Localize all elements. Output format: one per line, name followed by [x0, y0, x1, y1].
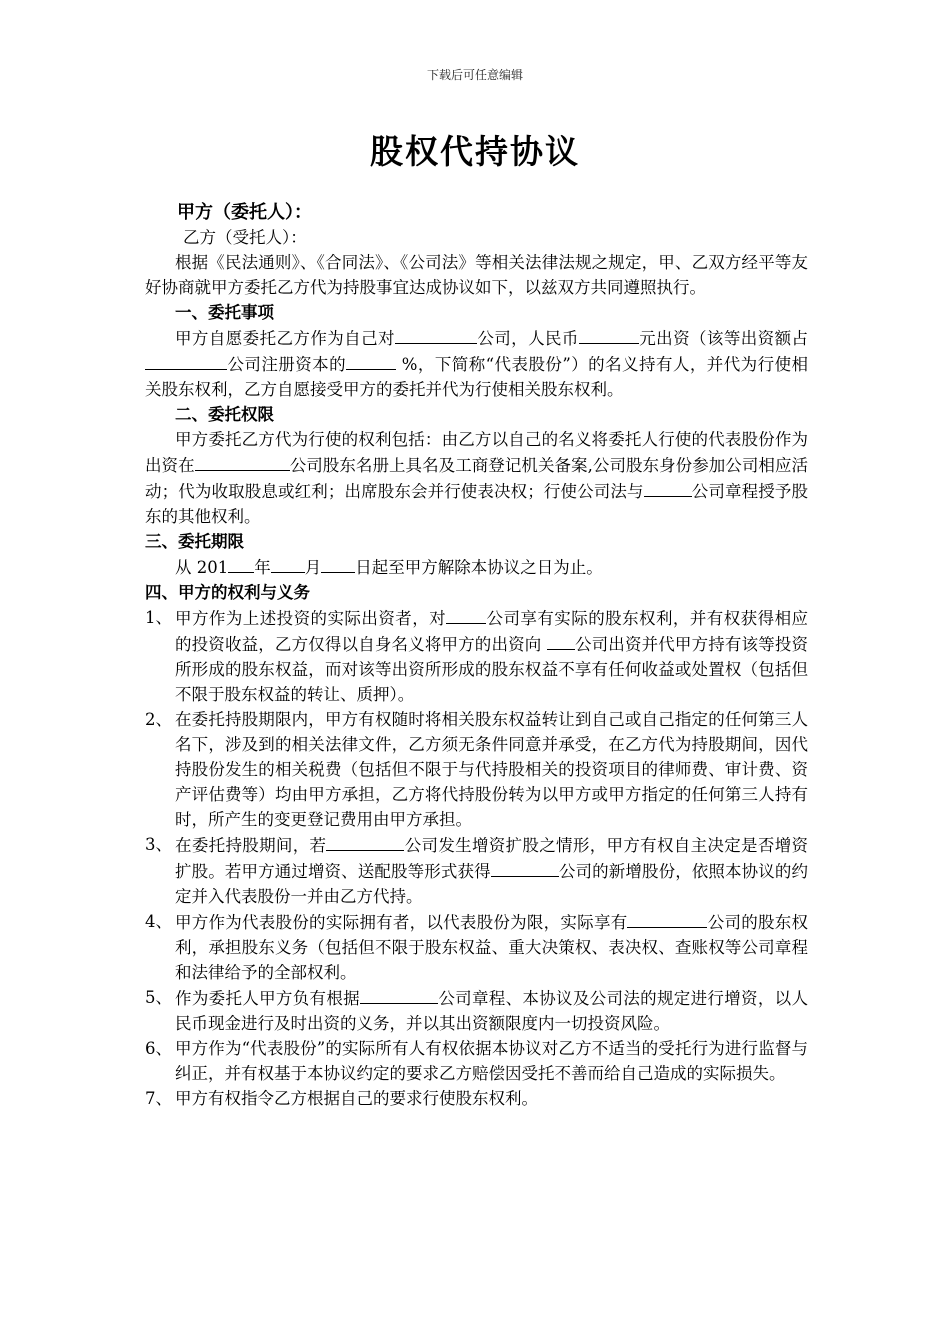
blank-field[interactable] — [395, 325, 477, 344]
blank-field[interactable] — [346, 351, 396, 370]
party-b-label: 乙方（受托人）： — [183, 228, 307, 247]
blank-field[interactable] — [547, 631, 575, 650]
blank-field[interactable] — [491, 858, 559, 877]
blank-field[interactable] — [326, 832, 404, 851]
blank-field[interactable] — [145, 351, 227, 370]
section-2-body: 甲方委托乙方代为行使的权利包括：由乙方以自己的名义将委托人行使的代表股份作为出资在 公司股东名册上具名及工商登记机关备案,公司股东身份参加公司相应活动；代为收取股息或红利；出席股东会并行使表决权；行使公司法与 公司章程授予股东的其他权利。 — [145, 430, 809, 526]
list-item: 3、 在委托持股期间，若 公司发生增资扩股之情形，甲方有权自主决定是否增资扩股。若甲方通过增资、送配股等形式获得 公司的新增股份，依照本协议的约定并入代表股份一并由乙方代持。 — [145, 832, 808, 909]
section-4-heading: 四、甲方的权利与义务 — [145, 583, 310, 602]
section-3-body: 从 201 年 月 日起至甲方解除本协议之日为止。 — [145, 554, 808, 580]
section-3-heading: 三、委托期限 — [145, 532, 244, 551]
list-item: 7、 甲方有权指令乙方根据自己的要求行使股东权利。 — [145, 1089, 538, 1108]
blank-field[interactable] — [360, 985, 438, 1004]
blank-field[interactable] — [579, 325, 639, 344]
section-1-body: 甲方自愿委托乙方作为自己对 公司，人民币 元出资（该等出资额占公司注册资本的 %，下简称“代表股份”）的名义持有人，并代为行使相关股东权利，乙方自愿接受甲方的委托并代为行使相关股东权利。 — [145, 325, 808, 402]
list-item: 2、 在委托持股期限内，甲方有权随时将相关股东权益转让到自己或自己指定的任何第三人名下，涉及到的相关法律文件，乙方须无条件同意并承受，在乙方代为持股期间，因代持股份发生的相关税费（包括但不限于与代持股相关的投资项目的律师费、审计费、资产评估费等）均由甲方承担，乙方将代持股份转为以甲方或甲方指定的任何第三人持有时，所产生的变更登记费用由甲方承担。 — [145, 710, 808, 829]
section-1-heading: 一、委托事项 — [175, 303, 274, 322]
blank-field[interactable] — [644, 478, 692, 497]
blank-field[interactable] — [271, 554, 305, 573]
preamble: 根据《民法通则》、《合同法》、《公司法》等相关法律法规之规定，甲、乙双方经平等友好协商就甲方委托乙方代为持股事宜达成协议如下，以兹双方共同遵照执行。 — [145, 253, 808, 297]
section-2-heading: 二、委托权限 — [175, 405, 274, 424]
blank-field[interactable] — [228, 554, 254, 573]
list-item: 1、 甲方作为上述投资的实际出资者，对 公司享有实际的股东权利，并有权获得相应的投资收益，乙方仅得以自身名义将甲方的出资向 公司出资并代甲方持有该等投资所形成的股东权益，而对该等出资所形成的股东权益不享有任何收益或处置权（包括但不限于股东权益的转让、质押）。 — [145, 605, 808, 707]
blank-field[interactable] — [195, 452, 290, 471]
document-title: 股权代持协议 — [370, 132, 580, 171]
list-item: 4、 甲方作为代表股份的实际拥有者，以代表股份为限，实际享有 公司的股东权利，承担股东义务（包括但不限于股东权益、重大决策权、表决权、查账权等公司章程和法律给予的全部权利。 — [145, 909, 808, 985]
blank-field[interactable] — [321, 554, 355, 573]
list-item: 6、 甲方作为“代表股份”的实际所有人有权依据本协议对乙方不适当的受托行为进行监督与纠正，并有权基于本协议约定的要求乙方赔偿因受托不善而给自己造成的实际损失。 — [145, 1039, 808, 1083]
blank-field[interactable] — [627, 909, 707, 928]
blank-field[interactable] — [446, 605, 486, 624]
document-body — [145, 200, 808, 1111]
party-a-label: 甲方（委托人）： — [177, 202, 312, 223]
list-item: 5、 作为委托人甲方负有根据 公司章程、本协议及公司法的规定进行增资，以人民币现金进行及时出资的义务，并以其出资额限度内一切投资风险。 — [145, 985, 808, 1036]
header-note: 下载后可任意编辑 — [426, 68, 523, 82]
